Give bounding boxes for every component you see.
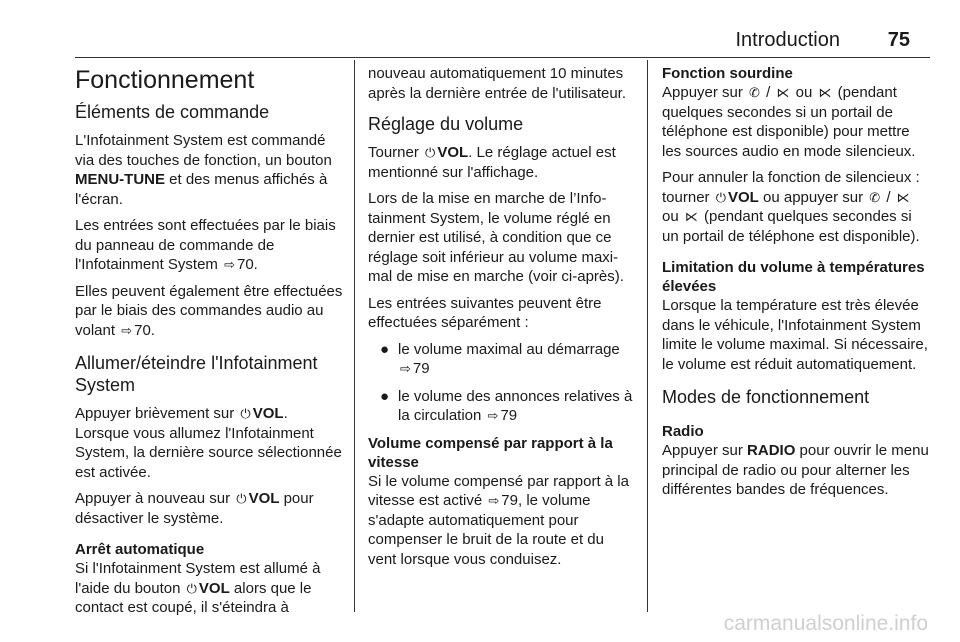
power-icon: ⏻ — [715, 189, 726, 205]
paragraph: Les entrées suivantes peuvent être effectuées séparément : — [368, 294, 602, 331]
vol-label: VOL — [252, 405, 284, 422]
vol-label: VOL — [198, 579, 230, 597]
paragraph: Lorsque la température est très élevée dans le véhicule, l'Infotainment System limite le volume maximal. Si nécessaire, le volume est réduit automatiquement. — [662, 297, 928, 373]
page-reference: 70. — [237, 256, 258, 273]
bullet-list — [368, 340, 636, 426]
watermark: carmanualsonline.info — [723, 612, 928, 635]
paragraph: Si l'Infotainment System est allumé à l'aide du bouton ⏻ VOL alors que le contact est coupé, il s'éteindra à — [75, 560, 321, 616]
power-icon: ⏻ — [240, 406, 251, 421]
page-reference: 79 — [501, 492, 518, 509]
header-divider — [75, 57, 930, 58]
page-reference-icon: ⇨ — [400, 361, 411, 376]
subheading-auto-off: Arrêt automatique — [75, 541, 205, 558]
power-icon: ⏻ — [186, 580, 197, 596]
main-heading: Fonctionnement — [75, 66, 255, 94]
page-reference: 70. — [134, 321, 155, 339]
mute-icon: ⋉ — [896, 189, 910, 205]
subheading-volume: Réglage du volume — [368, 114, 524, 134]
page-number: 75 — [887, 29, 910, 51]
column-1 — [75, 60, 343, 625]
bullet-icon: ● — [380, 387, 390, 405]
page-header — [75, 26, 930, 56]
phone-icon: ✆ — [869, 189, 881, 205]
phone-icon: ✆ — [749, 85, 760, 100]
subheading-controls: Éléments de commande — [75, 102, 270, 122]
bullet-icon: ● — [380, 340, 390, 358]
paragraph: Appuyer sur ✆ / ⋉ ou ⋉ (pendant quelques secondes si un portail de téléphone est disponible) pour mettre les sources audio en mode silencieux. — [662, 84, 916, 160]
paragraph: Lors de la mise en marche de l’Infotainment System, le volume réglé en dernier est utilisé, à condition que ce réglage soit inférieur au volume maximal de mise en marche (voir ci-après). — [368, 190, 624, 285]
paragraph: nouveau automatiquement 10 minutes après la dernière entrée de l'utilisateur. — [368, 65, 627, 102]
page-reference-icon: ⇨ — [224, 257, 235, 272]
page-reference-icon: ⇨ — [487, 408, 499, 423]
menu-tune-label: MENU-TUNE — [75, 171, 165, 188]
vol-label: VOL — [248, 490, 280, 507]
page-reference: 79 — [412, 360, 430, 377]
subheading-temp-limit: Limitation du volume à températures élevées — [662, 259, 925, 295]
section-title: Introduction — [735, 29, 840, 51]
page-reference-icon: ⇨ — [121, 322, 133, 338]
mute-icon: ⋉ — [776, 85, 790, 100]
paragraph: Appuyer brièvement sur ⏻ VOL. Lorsque vous allumez l'Infotainment System, la dernière source sélectionnée est activée. — [75, 405, 342, 481]
power-icon: ⏻ — [425, 145, 436, 160]
paragraph: Appuyer à nouveau sur ⏻ VOL pour désactiver le système. — [75, 490, 314, 527]
page-reference: 79 — [500, 407, 518, 424]
paragraph: L'Infotainment System est commandé via des touches de fonction, un bouton MENU-TUNE et des menus affichés à l'écran. — [75, 132, 332, 208]
paragraph: Appuyer sur RADIO pour ouvrir le menu principal de radio ou pour alterner les différentes bandes de fréquences. — [662, 442, 929, 498]
subheading-mute: Fonction sourdine — [662, 65, 793, 82]
column-2 — [368, 64, 636, 576]
list-item: ● le volume des annonces relatives à la circulation ⇨ 79 — [380, 387, 633, 424]
paragraph: Pour annuler la fonction de silencieux : tourner ⏻ VOL ou appuyer sur ✆ / ⋉ ou ⋉ (pendant quelques secondes si un portail de téléphone est disponible). — [662, 169, 920, 245]
paragraph: Elles peuvent également être effectuées par le biais des commandes audio au volant ⇨ 70. — [75, 282, 343, 339]
vol-label: VOL — [728, 188, 759, 206]
column-divider — [647, 60, 648, 612]
list-item: ● le volume maximal au démarrage ⇨ 79 — [380, 340, 620, 377]
column-3 — [662, 64, 932, 507]
mute-icon: ⋉ — [684, 209, 698, 224]
column-divider — [354, 60, 355, 612]
mute-icon: ⋉ — [818, 85, 832, 100]
subheading-radio: Radio — [662, 423, 704, 440]
vol-label: VOL — [437, 144, 469, 161]
power-icon: ⏻ — [236, 491, 247, 506]
radio-label: RADIO — [747, 442, 796, 459]
paragraph: Les entrées sont effectuées par le biais du panneau de commande de l'Infotainment System ⇨ 70. — [75, 217, 336, 273]
paragraph: Tourner ⏻ VOL. Le réglage actuel est mentionné sur l'affichage. — [368, 144, 616, 181]
subheading-speed-volume: Volume compensé par rapport à la vitesse — [368, 434, 613, 471]
subheading-modes: Modes de fonctionnement — [662, 387, 870, 407]
paragraph: Si le volume compensé par rapport à la vitesse est activé ⇨ 79, le volume s'adapte automatiquement pour compenser le bruit de la route et du vent lorsque vous conduisez. — [368, 472, 629, 568]
subheading-on-off: Allumer/éteindre l'Infotainment System — [75, 353, 318, 395]
page-reference-icon: ⇨ — [488, 493, 500, 508]
